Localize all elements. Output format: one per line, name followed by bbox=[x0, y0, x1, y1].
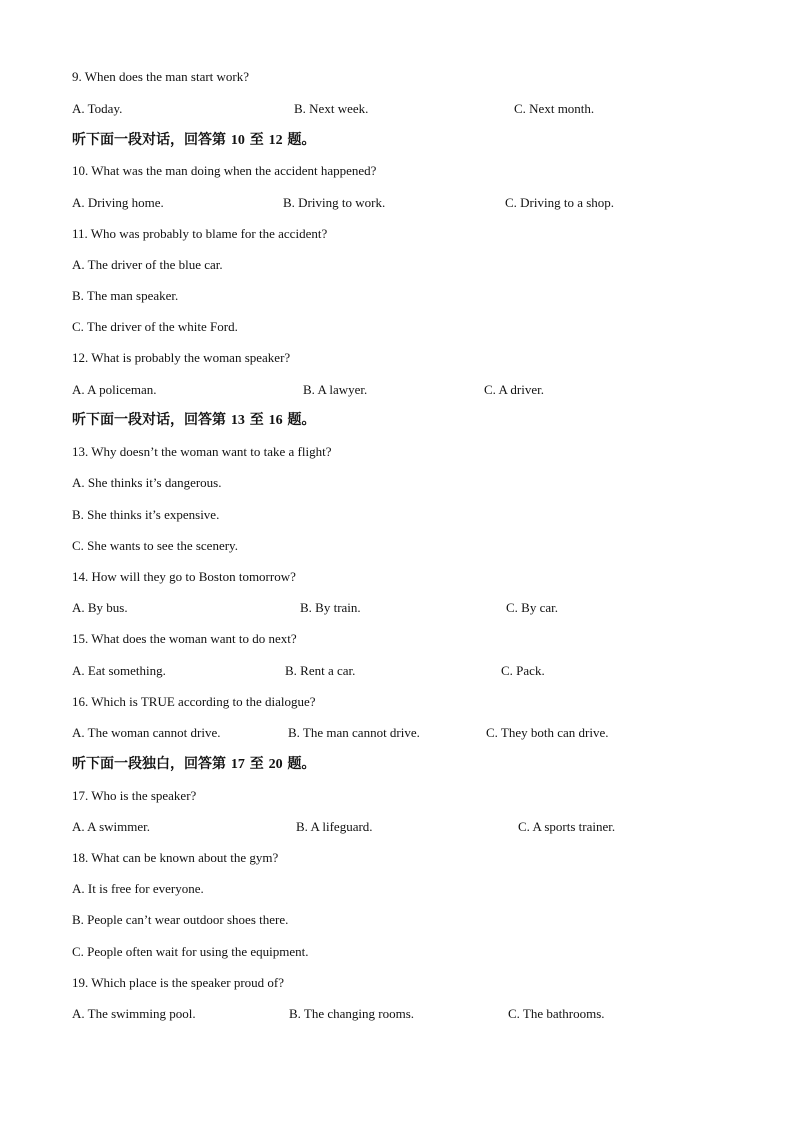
section-heading-10-12 bbox=[72, 132, 316, 149]
question-10-option-a: A. Driving home. bbox=[72, 195, 164, 210]
question-14-option-c: C. By car. bbox=[506, 600, 558, 615]
question-9-option-a: A. Today. bbox=[72, 101, 123, 116]
section-heading-13-16 bbox=[72, 412, 316, 429]
question-16-option-b: B. The man cannot drive. bbox=[288, 725, 420, 740]
question-13-option-c: C. She wants to see the scenery. bbox=[72, 538, 238, 553]
question-17-option-b: B. A lifeguard. bbox=[296, 819, 373, 834]
question-19-option-a: A. The swimming pool. bbox=[72, 1006, 196, 1021]
question-17: 17. Who is the speaker? bbox=[72, 788, 197, 803]
question-9: 9. When does the man start work? bbox=[72, 69, 250, 84]
question-17-option-c: C. A sports trainer. bbox=[518, 819, 616, 834]
question-14-option-a: A. By bus. bbox=[72, 600, 128, 615]
question-11-option-b: B. The man speaker. bbox=[72, 288, 179, 303]
heading-number-start: 17 bbox=[230, 757, 245, 772]
question-13-option-a: A. She thinks it’s dangerous. bbox=[72, 475, 222, 490]
heading-number-end: 12 bbox=[268, 133, 283, 148]
question-14: 14. How will they go to Boston tomorrow? bbox=[72, 569, 296, 584]
question-18-option-c: C. People often wait for using the equipment. bbox=[72, 944, 309, 959]
question-15: 15. What does the woman want to do next? bbox=[72, 631, 297, 646]
question-16-option-c: C. They both can drive. bbox=[486, 725, 609, 740]
question-18-option-a: A. It is free for everyone. bbox=[72, 881, 204, 896]
heading-text: 至 bbox=[244, 412, 269, 428]
section-heading-17-20 bbox=[72, 756, 316, 773]
question-13-option-b: B. She thinks it’s expensive. bbox=[72, 507, 220, 522]
heading-number-start: 10 bbox=[230, 133, 245, 148]
question-11-option-c: C. The driver of the white Ford. bbox=[72, 319, 238, 334]
question-19-option-c: C. The bathrooms. bbox=[508, 1006, 605, 1021]
question-9-option-b: B. Next week. bbox=[294, 101, 369, 116]
question-16: 16. Which is TRUE according to the dialogue? bbox=[72, 694, 316, 709]
question-19-option-b: B. The changing rooms. bbox=[289, 1006, 415, 1021]
question-15-option-c: C. Pack. bbox=[501, 663, 545, 678]
question-10-option-b: B. Driving to work. bbox=[283, 195, 386, 210]
question-12-option-a: A. A policeman. bbox=[72, 382, 157, 397]
question-13: 13. Why doesn’t the woman want to take a flight? bbox=[72, 444, 332, 459]
question-10-option-c: C. Driving to a shop. bbox=[505, 195, 615, 210]
question-17-option-a: A. A swimmer. bbox=[72, 819, 151, 834]
heading-text: 听下面一段对话，回答第 bbox=[72, 132, 231, 148]
heading-text: 听下面一段对话，回答第 bbox=[72, 412, 231, 428]
question-10: 10. What was the man doing when the accident happened? bbox=[72, 163, 377, 178]
heading-number-end: 20 bbox=[268, 757, 283, 772]
heading-text: 题。 bbox=[282, 412, 316, 428]
question-15-option-b: B. Rent a car. bbox=[285, 663, 356, 678]
question-18: 18. What can be known about the gym? bbox=[72, 850, 279, 865]
heading-number-end: 16 bbox=[268, 413, 283, 428]
heading-number-start: 13 bbox=[230, 413, 245, 428]
question-14-option-b: B. By train. bbox=[300, 600, 361, 615]
question-11-option-a: A. The driver of the blue car. bbox=[72, 257, 223, 272]
heading-text: 题。 bbox=[282, 756, 316, 772]
question-15-option-a: A. Eat something. bbox=[72, 663, 166, 678]
question-18-option-b: B. People can’t wear outdoor shoes there. bbox=[72, 912, 289, 927]
question-16-option-a: A. The woman cannot drive. bbox=[72, 725, 221, 740]
question-12-option-b: B. A lawyer. bbox=[303, 382, 368, 397]
heading-text: 至 bbox=[244, 756, 269, 772]
question-12: 12. What is probably the woman speaker? bbox=[72, 350, 291, 365]
question-19: 19. Which place is the speaker proud of? bbox=[72, 975, 285, 990]
question-11: 11. Who was probably to blame for the accident? bbox=[72, 226, 328, 241]
heading-text: 至 bbox=[244, 132, 269, 148]
heading-text: 题。 bbox=[282, 132, 316, 148]
question-12-option-c: C. A driver. bbox=[484, 382, 544, 397]
heading-text: 听下面一段独白，回答第 bbox=[72, 756, 231, 772]
question-9-option-c: C. Next month. bbox=[514, 101, 595, 116]
